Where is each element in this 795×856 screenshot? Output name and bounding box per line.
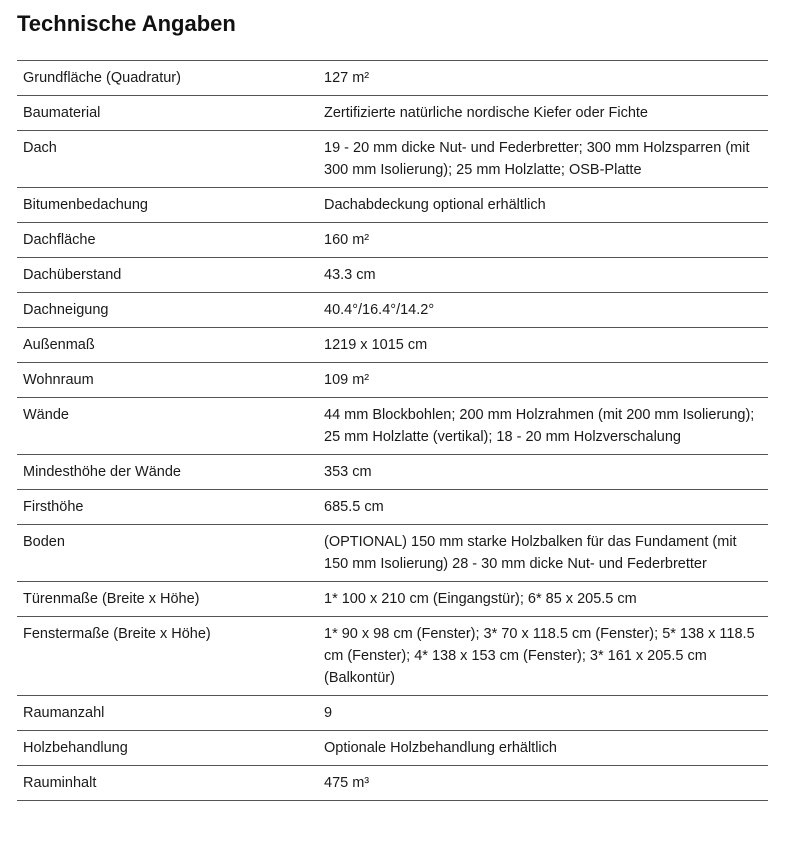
- table-row: [17, 731, 768, 766]
- table-row: [17, 398, 768, 455]
- spec-value: 127 m²: [318, 61, 768, 96]
- spec-value: 9: [318, 696, 768, 731]
- table-row: [17, 293, 768, 328]
- spec-label: Boden: [17, 525, 318, 582]
- spec-value: Optionale Holzbehandlung erhältlich: [318, 731, 768, 766]
- table-row: [17, 258, 768, 293]
- spec-value: 160 m²: [318, 223, 768, 258]
- spec-value: 475 m³: [318, 766, 768, 801]
- spec-label: Wände: [17, 398, 318, 455]
- table-row: [17, 582, 768, 617]
- table-row: [17, 525, 768, 582]
- spec-value: 109 m²: [318, 363, 768, 398]
- spec-label: Holzbehandlung: [17, 731, 318, 766]
- table-row: [17, 223, 768, 258]
- table-row: [17, 131, 768, 188]
- table-row: [17, 490, 768, 525]
- spec-value: 353 cm: [318, 455, 768, 490]
- table-row: [17, 61, 768, 96]
- spec-label: Dach: [17, 131, 318, 188]
- spec-label: Dachüberstand: [17, 258, 318, 293]
- spec-value: 44 mm Blockbohlen; 200 mm Holzrahmen (mit 200 mm Isolierung); 25 mm Holzlatte (vertikal); 18 - 20 mm Holzverschalung: [318, 398, 768, 455]
- spec-label: Bitumenbedachung: [17, 188, 318, 223]
- spec-value: 1* 100 x 210 cm (Eingangstür); 6* 85 x 205.5 cm: [318, 582, 768, 617]
- spec-label: Außenmaß: [17, 328, 318, 363]
- spec-label: Baumaterial: [17, 96, 318, 131]
- table-row: [17, 328, 768, 363]
- table-row: [17, 766, 768, 801]
- spec-label: Grundfläche (Quadratur): [17, 61, 318, 96]
- spec-label: Wohnraum: [17, 363, 318, 398]
- spec-value: Zertifizierte natürliche nordische Kiefer oder Fichte: [318, 96, 768, 131]
- spec-table: [17, 60, 768, 801]
- section-title: Technische Angaben: [17, 11, 236, 36]
- spec-label: Raumanzahl: [17, 696, 318, 731]
- spec-value: Dachabdeckung optional erhältlich: [318, 188, 768, 223]
- spec-label: Mindesthöhe der Wände: [17, 455, 318, 490]
- spec-value: 1* 90 x 98 cm (Fenster); 3* 70 x 118.5 cm (Fenster); 5* 138 x 118.5 cm (Fenster); 4* 138 x 153 cm (Fenster); 3* 161 x 205.5 cm (Balkontür): [318, 617, 768, 696]
- table-row: [17, 696, 768, 731]
- spec-label: Dachfläche: [17, 223, 318, 258]
- spec-value: 43.3 cm: [318, 258, 768, 293]
- spec-value: 685.5 cm: [318, 490, 768, 525]
- spec-value: 1219 x 1015 cm: [318, 328, 768, 363]
- table-row: [17, 188, 768, 223]
- spec-label: Rauminhalt: [17, 766, 318, 801]
- spec-value: 40.4°/16.4°/14.2°: [318, 293, 768, 328]
- spec-value: 19 - 20 mm dicke Nut- und Federbretter; 300 mm Holzsparren (mit 300 mm Isolierung); 25 mm Holzlatte; OSB-Platte: [318, 131, 768, 188]
- spec-label: Firsthöhe: [17, 490, 318, 525]
- spec-label: Fenstermaße (Breite x Höhe): [17, 617, 318, 696]
- table-row: [17, 455, 768, 490]
- table-row: [17, 617, 768, 696]
- spec-table-body: [17, 61, 768, 801]
- table-row: [17, 96, 768, 131]
- spec-label: Türenmaße (Breite x Höhe): [17, 582, 318, 617]
- table-row: [17, 363, 768, 398]
- spec-label: Dachneigung: [17, 293, 318, 328]
- spec-value: (OPTIONAL) 150 mm starke Holzbalken für das Fundament (mit 150 mm Isolierung) 28 - 30 mm dicke Nut- und Federbretter: [318, 525, 768, 582]
